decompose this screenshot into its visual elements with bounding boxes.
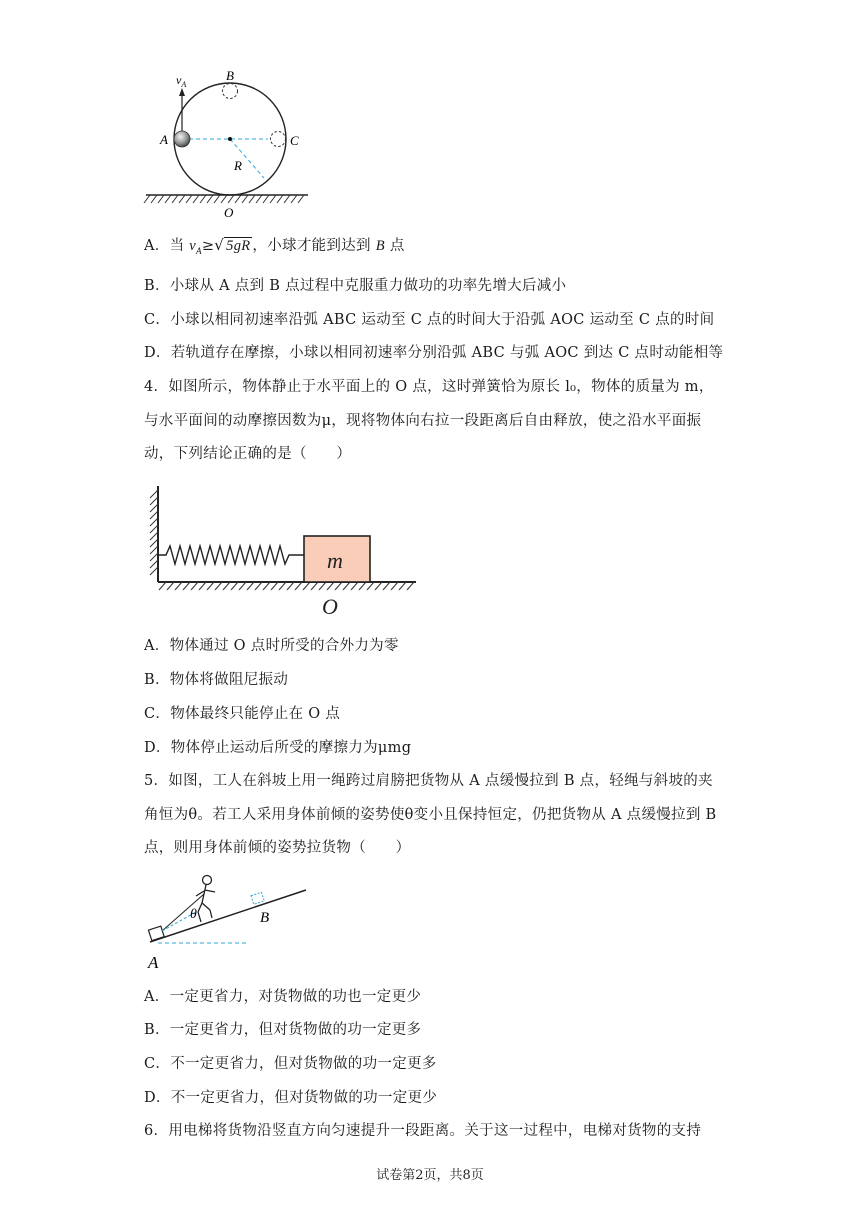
page-footer: 试卷第2页，共8页 (376, 1168, 484, 1183)
label-b: B (226, 68, 234, 83)
q3-option-a-b: B (375, 238, 385, 254)
q4-stem-line-2: 与水平面间的动摩擦因数为μ，现将物体向右拉一段距离后自由释放，使之沿水平面振 (144, 413, 702, 429)
q3-option-d: D．若轨道存在摩擦，小球以相同初速率分别沿弧 ABC 与弧 AOC 到达 C 点时动能相等 (144, 345, 724, 361)
q4-stem-line-1: 4．如图所示，物体静止于水平面上的 O 点，这时弹簧恰为原长 l₀，物体的质量为 m， (144, 379, 714, 395)
spring-block-figure (146, 482, 426, 620)
position-b-ghost (223, 84, 238, 99)
q3-option-a-v: v (189, 238, 197, 254)
q3-option-a-prefix: A．当 (144, 238, 190, 254)
q3-option-a-sqrt: 5gR (226, 238, 251, 254)
q4-option-d: D．物体停止运动后所受的摩擦力为μmg (144, 740, 412, 756)
q4-option-a: A．物体通过 O 点时所受的合外力为零 (144, 638, 399, 654)
sqrt-sign: √ (214, 236, 225, 254)
q5-option-d: D．不一定更省力，但对货物做的功一定更少 (144, 1090, 438, 1106)
q4-stem-line-3: 动，下列结论正确的是（ ） (144, 446, 352, 462)
center-dot (228, 137, 232, 141)
floor-hatch (159, 582, 414, 590)
label-c: C (290, 133, 299, 148)
q5-option-c: C．不一定更省力，但对货物做的功一定更多 (144, 1056, 437, 1072)
wall-hatch (150, 490, 158, 575)
q5-option-b: B．一定更省力，但对货物做的功一定更多 (144, 1022, 422, 1038)
circular-track-figure (140, 64, 320, 224)
q4-option-c: C．物体最终只能停止在 O 点 (144, 706, 341, 722)
label-m: m (327, 548, 343, 573)
label-a: A (160, 132, 168, 147)
q5-option-a: A．一定更省力，对货物做的功也一定更少 (144, 989, 422, 1005)
label-va: $v_A$ (176, 73, 187, 89)
q4-option-b: B．物体将做阻尼振动 (144, 672, 289, 688)
velocity-arrow-head (179, 88, 185, 96)
q5-stem-line-3: 点，则用身体前倾的姿势拉货物（ ） (144, 840, 411, 856)
q5-stem-line-1: 5．如图，工人在斜坡上用一绳跨过肩膀把货物从 A 点缓慢拉到 B 点，轻绳与斜坡的夹 (144, 773, 713, 789)
ground-hatch (144, 195, 304, 203)
q3-option-a (144, 235, 405, 261)
q3-option-a-ge: ≥ (201, 238, 215, 254)
slope-worker-figure (140, 870, 320, 974)
q3-option-a-end: 点 (384, 238, 405, 254)
q3-option-b: B．小球从 A 点到 B 点过程中克服重力做功的功率先增大后减小 (144, 278, 567, 294)
cargo-b-ghost (251, 892, 264, 904)
label-theta: θ (190, 907, 197, 922)
label-b: B (260, 910, 270, 926)
ball (174, 131, 190, 147)
q6-stem-line-1: 6．用电梯将货物沿竖直方向匀速提升一段距离。关于这一过程中，电梯对货物的支持 (144, 1123, 702, 1139)
label-o: O (322, 594, 338, 619)
label-a: A (148, 953, 159, 972)
spring (158, 546, 304, 564)
label-o: O (224, 205, 234, 220)
label-r: R (234, 158, 242, 173)
q3-option-a-sub: A (196, 245, 202, 256)
q3-option-a-suffix: ，小球才能到达到 (252, 238, 376, 254)
position-c-ghost (271, 132, 286, 147)
slope-line (150, 890, 306, 942)
q5-stem-line-2: 角恒为θ。若工人采用身体前倾的姿势使θ变小且保持恒定，仍把货物从 A 点缓慢拉到 B (144, 807, 717, 823)
q3-option-c: C．小球以相同初速率沿弧 ABC 运动至 C 点的时间大于沿弧 AOC 运动至 C 点的时间 (144, 312, 715, 328)
